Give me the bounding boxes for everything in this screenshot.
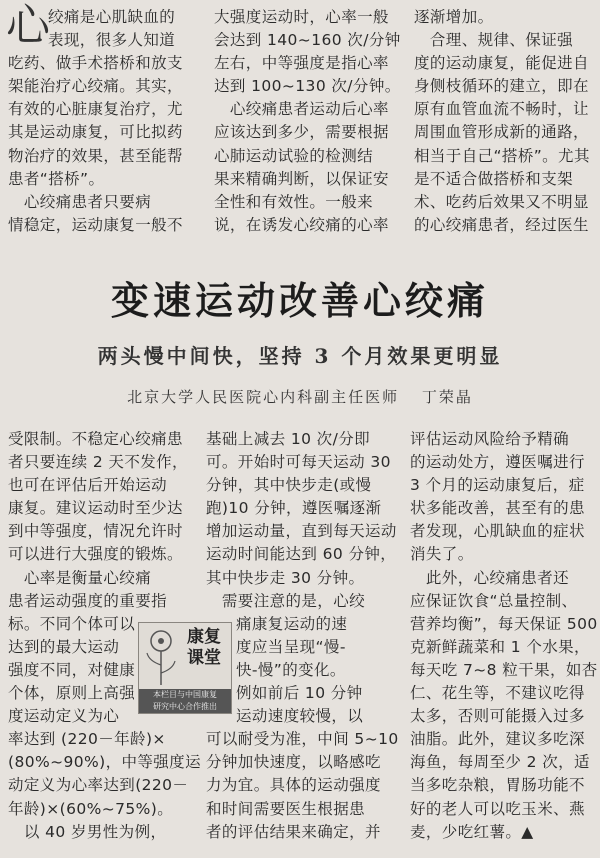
- text-line: 应该达到多少，需要根据: [214, 123, 389, 142]
- subheadline: 两头慢中间快，坚持 3 个月效果更明显: [97, 344, 503, 368]
- text-line: 力为宜。具体的运动强度: [206, 776, 381, 795]
- text-line: 和时间需要医生根据患: [206, 799, 366, 818]
- text-line: 表现，很多人知道: [48, 31, 176, 50]
- column-footer: [139, 689, 231, 713]
- drop-cap: 心: [6, 0, 50, 51]
- text-line: 大强度运动时，心率一般: [214, 8, 389, 26]
- text-line: 年龄)×(60%~75%)。: [8, 799, 174, 818]
- text-line: 相当于自己“搭桥”。尤其: [414, 146, 590, 165]
- text-line: 者只要连续 2 天不发作，: [8, 453, 188, 472]
- text-line: 其中快步走 30 分钟。: [206, 568, 365, 587]
- text-line: 分钟加快速度，以略感吃: [206, 753, 381, 772]
- column-title: 康复课堂: [187, 627, 221, 668]
- text-line: 绞痛是心肌缺血的: [48, 8, 176, 26]
- bottom-column-2: [206, 428, 406, 844]
- text-line: 有效的心脏康复治疗，尤: [8, 100, 183, 119]
- text-line: 心肺运动试验的检测结: [214, 146, 374, 165]
- text-line: 需要注意的是，心绞: [206, 591, 366, 610]
- text-line: 者的评估结果来确定，并: [206, 822, 381, 841]
- text-line: 痛康复运动的速: [236, 614, 348, 633]
- text-line: 例如前后 10 分钟: [236, 684, 363, 703]
- text-line: 者发现，心肌缺血的症状: [410, 522, 585, 541]
- text-line: 动定义为心率达到(220－: [8, 776, 189, 795]
- text-line: 会达到 140~160 次/分钟: [214, 31, 401, 50]
- text-line: 增加运动量，直到每天运动: [206, 522, 397, 541]
- text-line: 的心绞痛患者，经过医生: [414, 215, 589, 234]
- text-line: 情稳定，运动康复一般不: [8, 215, 183, 234]
- text-line: 的运动处方，遵医嘱进行: [410, 453, 585, 472]
- text-line: 基础上减去 10 次/分即: [206, 430, 370, 448]
- text-line: 康复。建议运动时至少达: [8, 499, 183, 518]
- text-line: 3 个月的运动康复后，症: [410, 476, 585, 495]
- text-line: 心绞痛患者只要病: [8, 192, 152, 211]
- text-line: 评估运动风险给予精确: [410, 430, 570, 448]
- text-line: 率达到 (220－年龄)×: [8, 730, 166, 749]
- text-line: 营养均衡”，每天保证 500: [410, 614, 598, 633]
- column-badge: [138, 622, 232, 714]
- text-line: 快-慢”的变化。: [236, 660, 346, 679]
- top-column-3: [414, 6, 600, 237]
- text-line: 度应当呈现“慢-: [236, 637, 346, 656]
- text-line: 到中等强度，情况允许时: [8, 522, 183, 541]
- text-line: 油脂。此外，建议多吃深: [410, 730, 585, 749]
- text-line: 吃药、做手术搭桥和放支: [8, 54, 183, 73]
- text-line: 可以耐受为准，中间 5~10: [206, 730, 399, 749]
- text-line: 状多能改善，甚至有的患: [410, 499, 585, 518]
- text-line: 每天吃 7~8 粒干果，如杏: [410, 660, 598, 679]
- text-line: 海鱼，每周至少 2 次，适: [410, 753, 590, 772]
- text-line: 度运动定义为心: [8, 707, 120, 726]
- text-line: 达到 100~130 次/分钟。: [214, 77, 401, 96]
- text-line: 患者“搭桥”。: [8, 169, 105, 188]
- byline-organization: 北京大学人民医院心内科副主任医师: [127, 388, 400, 406]
- text-line: 应保证饮食“总量控制、: [410, 591, 578, 610]
- byline-author: 丁荣晶: [421, 388, 473, 406]
- text-line: 运动时间能达到 60 分钟，: [206, 545, 397, 564]
- text-line: 克新鲜蔬菜和 1 个水果，: [410, 637, 590, 656]
- text-line: 左右，中等强度是指心率: [214, 54, 389, 73]
- text-line: 周围血管形成新的通路，: [414, 123, 589, 142]
- text-line: 说，在诱发心绞痛的心率: [214, 215, 389, 234]
- flower-icon: [143, 627, 179, 687]
- text-line: 个体，原则上高强: [8, 684, 136, 703]
- text-line: 麦，少吃红薯。▲: [410, 822, 534, 841]
- text-line: 合理、规律、保证强: [414, 31, 574, 50]
- byline: [0, 386, 600, 407]
- top-column-2: [214, 6, 404, 237]
- text-line: 太多，否则可能摄入过多: [410, 707, 585, 726]
- bottom-column-3: [410, 428, 600, 844]
- text-line: 全性和有效性。一般来: [214, 192, 374, 211]
- column-footer-line-2: 研究中心合作推出: [153, 702, 217, 711]
- text-line: 仁、花生等，不建议吃得: [410, 684, 585, 703]
- text-line: 果来精确判断，以保证安: [214, 169, 389, 188]
- text-line: 心绞痛患者运动后心率: [214, 100, 389, 119]
- text-line: (80%~90%)，中等强度运: [8, 753, 201, 772]
- text-line: 好的老人可以吃玉米、燕: [410, 799, 585, 818]
- column-footer-line-1: 本栏目与中国康复: [153, 690, 217, 699]
- text-line: 此外，心绞痛患者还: [410, 568, 570, 587]
- text-line: 患者运动强度的重要指: [8, 591, 168, 610]
- text-line: 标。不同个体可以: [8, 614, 136, 633]
- text-line: 跑)10 分钟，遵医嘱逐渐: [206, 499, 382, 518]
- text-line: 消失了。: [410, 545, 474, 564]
- text-line: 可以进行大强度的锻炼。: [8, 545, 183, 564]
- text-line: 逐渐增加。: [414, 8, 494, 26]
- text-line: 其是运动康复，可比拟药: [8, 123, 183, 142]
- text-line: 度的运动康复，能促进自: [414, 54, 589, 73]
- text-line: 架能治疗心绞痛。其实，: [8, 77, 183, 96]
- headline: 变速运动改善心绞痛: [110, 279, 489, 323]
- text-line: 达到的最大运动: [8, 637, 120, 656]
- text-line: 受限制。不稳定心绞痛患: [8, 430, 183, 448]
- text-line: 也可在评估后开始运动: [8, 476, 168, 495]
- text-line: 运动速度较慢，以: [236, 707, 364, 726]
- top-column-1: [6, 0, 198, 237]
- text-line: 分钟，其中快步走(或慢: [206, 476, 372, 495]
- text-line: 强度不同，对健康: [8, 660, 136, 679]
- text-line: 原有血管血流不畅时，让: [414, 100, 589, 119]
- text-line: 身侧枝循环的建立，即在: [414, 77, 589, 96]
- text-line: 心率是衡量心绞痛: [8, 568, 152, 587]
- text-line: 当多吃杂粮，胃肠功能不: [410, 776, 585, 795]
- text-line: 术、吃药后效果又不明显: [414, 192, 589, 211]
- text-line: 是不适合做搭桥和支架: [414, 169, 574, 188]
- text-line: 可。开始时可每天运动 30: [206, 453, 391, 472]
- text-line: 物治疗的效果，甚至能帮: [8, 146, 183, 165]
- text-line: 以 40 岁男性为例，: [8, 822, 167, 841]
